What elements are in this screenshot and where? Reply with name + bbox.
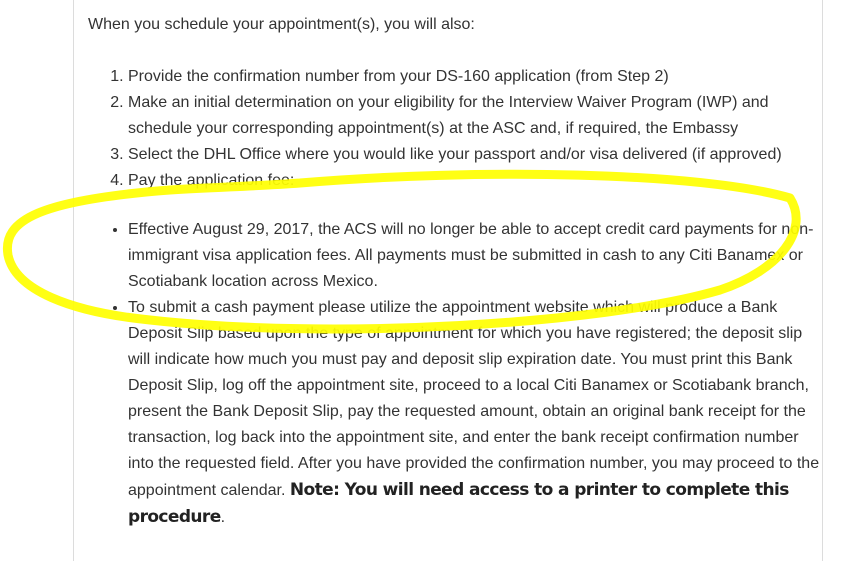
step-item: 1. Provide the confirmation number from your DS-160 application (from Step 2)	[128, 64, 828, 90]
step-item: 3. Select the DHL Office where you would like your passport and/or visa delivered (if approved)	[128, 142, 828, 168]
fee-bullets	[88, 217, 828, 531]
step-item: 4. Pay the application fee:	[128, 168, 828, 194]
step-item: 2. Make an initial determination on your eligibility for the Interview Waiver Program (IWP) and schedule your corresponding appointment(s) at the ASC and, if required, the Embassy	[128, 90, 828, 142]
printer-note: Note: You will need access to a printer to complete this procedure	[128, 480, 789, 527]
steps-list	[88, 64, 828, 194]
fee-bullet-credit-card: • Effective August 29, 2017, the ACS will no longer be able to accept credit card payments for non-immigrant visa application fees. All payments must be submitted in cash to any Citi Banamex or Scotiabank location across Mexico.	[128, 217, 828, 295]
cash-payment-text: To submit a cash payment please utilize the appointment website which will produce a Bank Deposit Slip based upon the type of appointment for which you have registered; the deposit slip will indicate how much you must pay and deposit slip expiration date. You must print this Bank Deposit Slip, log off the appointment site, proceed to a local Citi Banamex or Scotiabank branch, present the Bank Deposit Slip, pay the requested amount, obtain an original bank receipt for the transaction, log back into the appointment site, and enter the bank receipt confirmation number into the requested field. After you have provided the confirmation number, you may proceed to the appointment calendar.	[128, 299, 820, 499]
fee-bullet-cash-payment	[128, 295, 828, 531]
intro-text: When you schedule your appointment(s), you will also:	[88, 16, 475, 33]
printer-note-period: .	[220, 509, 226, 526]
